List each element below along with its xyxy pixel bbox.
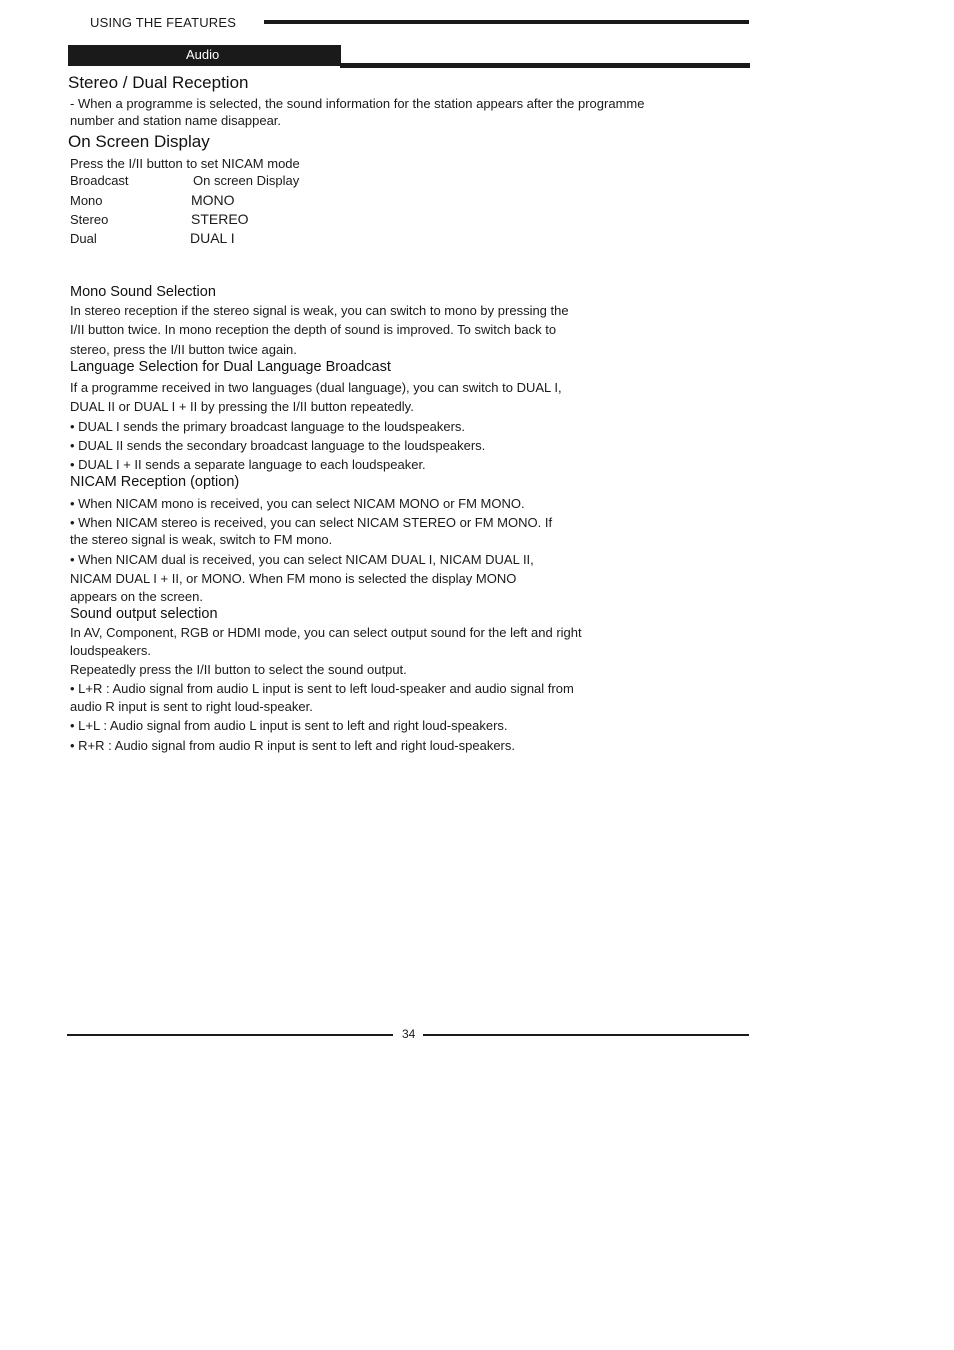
mono-text: In stereo reception if the stereo signal is weak, you can switch to mono by pressing the (70, 303, 569, 318)
sound-output-bullet: • R+R : Audio signal from audio R input is sent to left and right loud-speakers. (70, 738, 515, 753)
section-title: USING THE FEATURES (90, 15, 237, 30)
sound-output-heading: Sound output selection (70, 606, 218, 622)
nicam-text: • When NICAM mono is received, you can select NICAM MONO or FM MONO. (70, 496, 525, 511)
sound-output-text: loudspeakers. (70, 643, 151, 658)
osd-row-display: DUAL I (190, 230, 235, 246)
nicam-heading: NICAM Reception (option) (70, 474, 240, 490)
language-bullet: • DUAL I sends the primary broadcast language to the loudspeakers. (70, 419, 466, 434)
section-tab-label: Audio (186, 47, 220, 62)
tab-rule (340, 63, 750, 68)
nicam-text: • When NICAM stereo is received, you can select NICAM STEREO or FM MONO. If (70, 515, 553, 530)
stereo-dual-text-1: - When a programme is selected, the sound information for the station appears after the programme (70, 96, 645, 111)
sound-output-text: audio R input is sent to right loud-speaker. (70, 699, 313, 714)
osd-col-display: On screen Display (193, 173, 300, 188)
osd-instruction: Press the I/II button to set NICAM mode (70, 156, 300, 171)
osd-heading: On Screen Display (68, 132, 210, 151)
sound-output-text: In AV, Component, RGB or HDMI mode, you can select output sound for the left and right (70, 625, 582, 640)
stereo-dual-heading: Stereo / Dual Reception (68, 73, 249, 92)
sound-output-bullet: • L+R : Audio signal from audio L input is sent to left loud-speaker and audio signal from (70, 681, 574, 696)
footer-rule-right (423, 1034, 749, 1036)
language-heading: Language Selection for Dual Language Broadcast (70, 359, 391, 375)
mono-text: I/II button twice. In mono reception the depth of sound is improved. To switch back to (70, 322, 557, 337)
osd-row-broadcast: Dual (70, 231, 97, 246)
language-text: DUAL II or DUAL I + II by pressing the I/II button repeatedly. (70, 399, 414, 414)
nicam-text: the stereo signal is weak, switch to FM mono. (70, 532, 333, 547)
osd-row-display: STEREO (191, 211, 249, 227)
language-bullet: • DUAL I + II sends a separate language to each loudspeaker. (70, 457, 426, 472)
footer-rule-left (67, 1034, 393, 1036)
mono-heading: Mono Sound Selection (70, 284, 216, 300)
page-number: 34 (402, 1027, 416, 1041)
nicam-text: • When NICAM dual is received, you can select NICAM DUAL I, NICAM DUAL II, (70, 552, 534, 567)
sound-output-text: Repeatedly press the I/II button to select the sound output. (70, 662, 407, 677)
nicam-text: NICAM DUAL I + II, or MONO. When FM mono is selected the display MONO (70, 571, 517, 586)
osd-row-broadcast: Stereo (70, 212, 109, 227)
sound-output-bullet: • L+L : Audio signal from audio L input is sent to left and right loud-speakers. (70, 718, 508, 733)
stereo-dual-text-2: number and station name disappear. (70, 113, 282, 128)
osd-col-broadcast: Broadcast (70, 173, 129, 188)
nicam-text: appears on the screen. (70, 589, 203, 604)
osd-row-broadcast: Mono (70, 193, 103, 208)
mono-text: stereo, press the I/II button twice again. (70, 342, 297, 357)
osd-row-display: MONO (191, 192, 235, 208)
header-rule (264, 20, 749, 24)
language-text: If a programme received in two languages (dual language), you can switch to DUAL I, (70, 380, 562, 395)
language-bullet: • DUAL II sends the secondary broadcast language to the loudspeakers. (70, 438, 486, 453)
